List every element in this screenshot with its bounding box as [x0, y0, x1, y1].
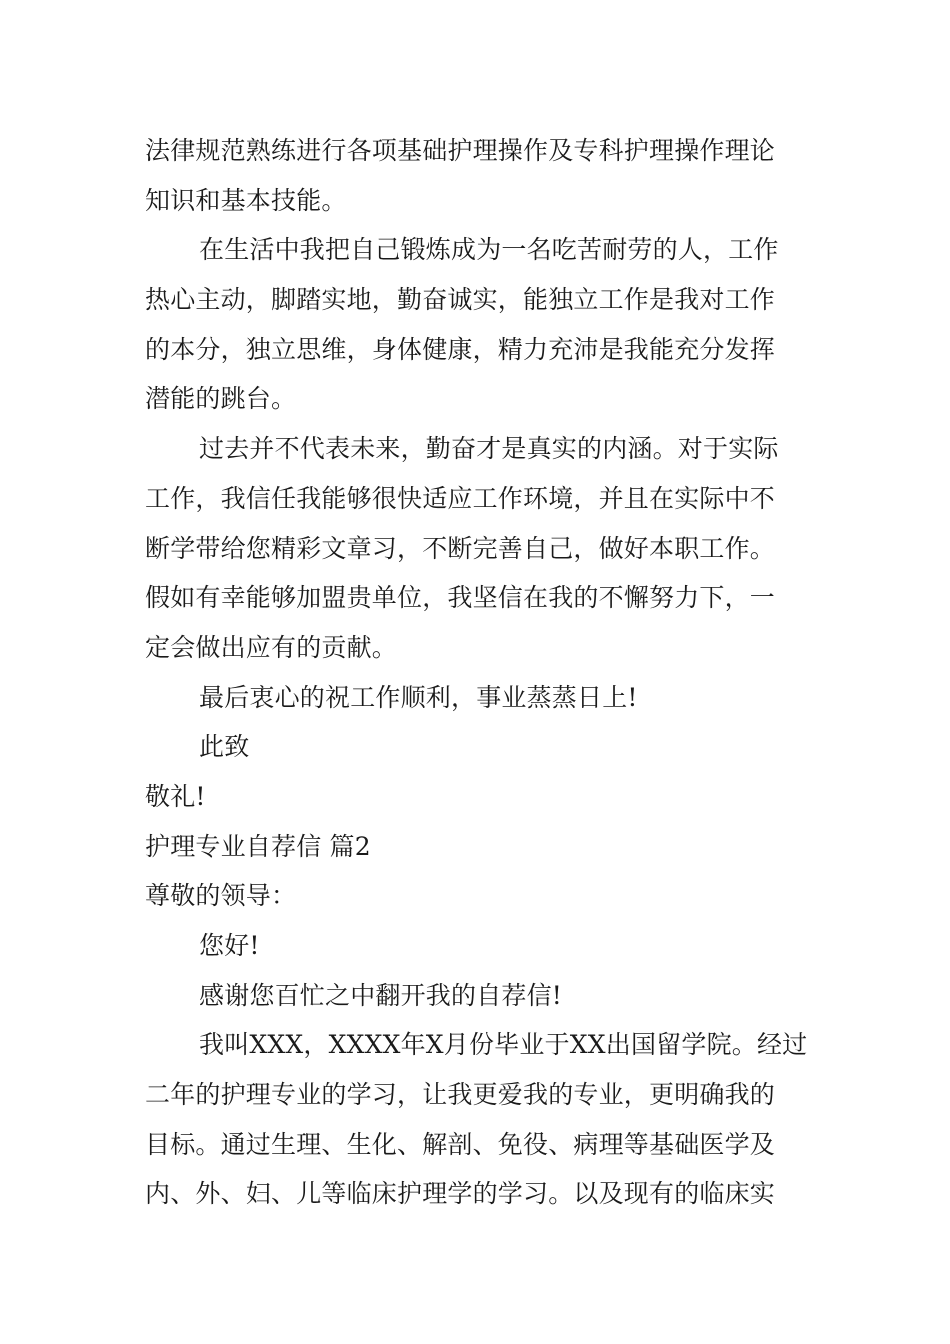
- text-line: 热心主动，脚踏实地，勤奋诚实，能独立工作是我对工作: [145, 285, 776, 315]
- text-line: 过去并不代表未来，勤奋才是真实的内涵。对于实际: [199, 434, 779, 464]
- text-line: 护理专业自荐信 篇2: [145, 831, 371, 861]
- text-line: 知识和基本技能。: [145, 185, 347, 215]
- text-line: 内、外、妇、儿等临床护理学的学习。以及现有的临床实: [145, 1179, 776, 1209]
- text-line: 的本分，独立思维，身体健康，精力充沛是我能充分发挥: [145, 334, 776, 364]
- text-line: 尊敬的领导：: [145, 881, 297, 911]
- text-line: 您好!: [199, 931, 260, 960]
- text-line: 敬礼!: [145, 781, 206, 811]
- text-line: 断学带给您精彩文章习，不断完善自己，做好本职工作。: [145, 533, 776, 563]
- text-line: 定会做出应有的贡献。: [145, 632, 398, 662]
- text-line: 工作，我信任我能够很快适应工作环境，并且在实际中不: [145, 483, 776, 513]
- text-line: 法律规范熟练进行各项基础护理操作及专科护理操作理论: [145, 136, 776, 165]
- document-page: [145, 126, 807, 1219]
- text-line: 最后衷心的祝工作顺利，事业蒸蒸日上!: [199, 682, 638, 712]
- text-line: 潜能的跳台。: [145, 384, 297, 414]
- text-line: 目标。通过生理、生化、解剖、免役、病理等基础医学及: [145, 1129, 776, 1159]
- text-line: 在生活中我把自己锻炼成为一名吃苦耐劳的人，工作: [199, 235, 779, 265]
- text-line: 二年的护理专业的学习，让我更爱我的专业，更明确我的: [145, 1080, 776, 1110]
- text-line: 我叫XXX，XXXX年X月份毕业于XX出国留学院。经过: [199, 1030, 808, 1060]
- text-line: 感谢您百忙之中翻开我的自荐信!: [199, 980, 563, 1010]
- text-line: 此致: [199, 732, 250, 762]
- text-line: 假如有幸能够加盟贵单位，我坚信在我的不懈努力下，一: [145, 583, 776, 613]
